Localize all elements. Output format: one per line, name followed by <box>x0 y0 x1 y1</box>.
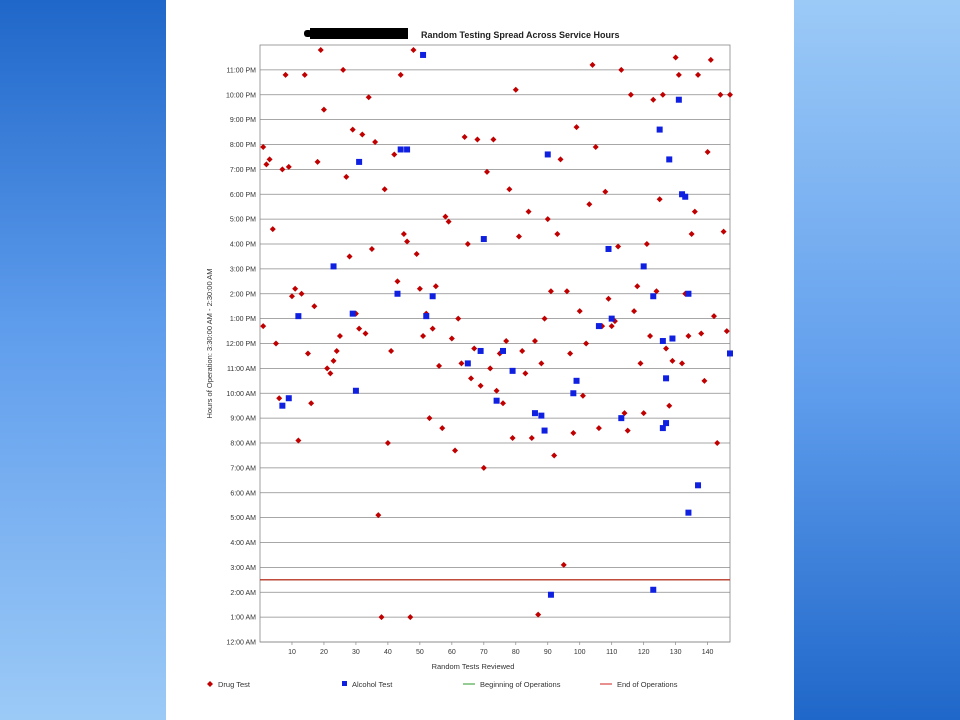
drug-test-point <box>414 251 420 257</box>
drug-test-point <box>302 72 308 78</box>
x-tick-label: 100 <box>573 649 586 656</box>
drug-test-point <box>567 350 573 356</box>
drug-test-point <box>711 313 717 319</box>
y-tick-label: 11:00 AM <box>226 365 256 373</box>
x-tick-label: 10 <box>288 649 296 656</box>
drug-test-point <box>577 308 583 314</box>
drug-test-point <box>631 308 637 314</box>
drug-test-point <box>529 435 535 441</box>
y-tick-label: 1:00 AM <box>230 614 256 622</box>
drug-test-point <box>372 139 378 145</box>
drug-test-point <box>484 169 490 175</box>
drug-test-point <box>471 345 477 351</box>
drug-test-point <box>487 365 493 371</box>
x-tick-label: 40 <box>383 649 392 656</box>
drug-test-point <box>273 341 279 347</box>
drug-test-point <box>366 94 372 100</box>
drug-test-point <box>321 107 327 113</box>
alcohol-test-point <box>574 378 580 384</box>
drug-test-point <box>468 375 474 381</box>
x-tick-label: 20 <box>320 649 328 656</box>
drug-test-point <box>580 393 586 399</box>
drug-test-point <box>327 370 333 376</box>
drug-test-point <box>673 54 679 60</box>
y-tick-label: 4:00 AM <box>230 540 256 547</box>
drug-test-point <box>634 283 640 289</box>
drug-test-point <box>350 127 356 133</box>
drug-test-point <box>586 201 592 207</box>
drug-test-point <box>558 156 564 162</box>
alcohol-test-point <box>356 159 362 165</box>
drug-test-point <box>657 196 663 202</box>
alcohol-test-point <box>685 510 691 516</box>
y-tick-label: 11:00 PM <box>226 67 256 75</box>
drug-test-point <box>474 137 480 143</box>
drug-test-point <box>279 166 285 172</box>
drug-test-point <box>689 231 695 237</box>
drug-test-point <box>378 614 384 620</box>
drug-test-point <box>388 348 394 354</box>
drug-test-point <box>551 452 557 458</box>
x-tick-label: 140 <box>701 649 714 656</box>
drug-test-point <box>676 72 682 78</box>
drug-test-point <box>458 360 464 366</box>
drug-test-point <box>503 338 509 344</box>
drug-test-point <box>695 72 701 78</box>
drug-test-point <box>446 219 452 225</box>
y-axis-label: Hours of Operation: 3:30:00 AM - 2:30:00 AM <box>205 268 214 419</box>
drug-test-point <box>721 229 727 235</box>
x-tick-label: 120 <box>637 649 650 656</box>
alcohol-test-point <box>350 311 356 317</box>
drug-test-point <box>554 231 560 237</box>
alcohol-test-point <box>542 428 548 434</box>
drug-test-point <box>369 246 375 252</box>
drug-test-point <box>644 241 650 247</box>
drug-test-point <box>315 159 321 165</box>
drug-test-point <box>602 189 608 195</box>
slide-background-right <box>794 0 960 720</box>
drug-test-point <box>267 156 273 162</box>
drug-test-point <box>398 72 404 78</box>
drug-test-point <box>705 149 711 155</box>
drug-test-point <box>299 291 305 297</box>
alcohol-test-point <box>663 375 669 381</box>
drug-test-point <box>692 209 698 215</box>
y-tick-label: 5:00 PM <box>229 216 256 224</box>
y-tick-label: 10:00 PM <box>226 92 256 100</box>
drug-test-point <box>701 378 707 384</box>
drug-test-point <box>647 333 653 339</box>
alcohol-test-point <box>478 348 484 354</box>
alcohol-test-point <box>420 52 426 58</box>
drug-test-point <box>363 331 369 337</box>
chart-title: Random Testing Spread Across Service Hours <box>421 30 620 40</box>
drug-test-point <box>513 87 519 93</box>
drug-test-point <box>596 425 602 431</box>
drug-test-point <box>481 465 487 471</box>
drug-test-point <box>570 430 576 436</box>
alcohol-test-point <box>669 336 675 342</box>
drug-test-point <box>564 288 570 294</box>
legend <box>207 680 678 689</box>
y-tick-label: 6:00 AM <box>230 490 256 498</box>
drug-test-point <box>609 323 615 329</box>
drug-test-point <box>331 358 337 364</box>
drug-test-point <box>426 415 432 421</box>
y-tick-label: 4:00 PM <box>229 241 256 249</box>
alcohol-test-point <box>510 368 516 374</box>
drug-test-point <box>430 326 436 332</box>
alcohol-test-point <box>398 146 404 152</box>
x-tick-labels <box>288 642 713 656</box>
drug-test-point <box>439 425 445 431</box>
drug-test-point <box>359 132 365 138</box>
drug-test-point <box>522 370 528 376</box>
drug-test-point <box>548 288 554 294</box>
drug-test-point <box>590 62 596 68</box>
drug-test-point <box>532 338 538 344</box>
drug-test-point <box>465 241 471 247</box>
x-tick-label: 110 <box>606 649 618 656</box>
alcohol-test-point <box>286 395 292 401</box>
y-tick-label: 8:00 AM <box>230 440 256 448</box>
drug-test-point <box>698 331 704 337</box>
drug-test-point <box>308 400 314 406</box>
y-tick-label: 3:00 AM <box>230 564 256 572</box>
drug-test-point <box>394 278 400 284</box>
drug-test-point <box>343 174 349 180</box>
alcohol-test-point <box>641 263 647 269</box>
y-tick-label: 7:00 PM <box>229 166 256 174</box>
drug-test-point <box>490 137 496 143</box>
drug-test-point <box>593 144 599 150</box>
alcohol-test-point <box>650 293 656 299</box>
drug-test-point <box>526 209 532 215</box>
drug-test-point <box>618 67 624 73</box>
drug-test-point <box>606 296 612 302</box>
y-tick-label: 2:00 PM <box>229 291 256 299</box>
x-tick-label: 50 <box>415 649 424 656</box>
drug-test-point <box>637 360 643 366</box>
drug-test-point <box>347 253 353 259</box>
legend-alcohol-marker <box>342 681 347 686</box>
drug-test-point <box>510 435 516 441</box>
alcohol-test-point <box>609 316 615 322</box>
alcohol-test-point <box>331 263 337 269</box>
drug-test-point <box>455 316 461 322</box>
y-tick-label: 2:00 AM <box>230 589 256 597</box>
drug-test-point <box>679 360 685 366</box>
drug-test-point <box>382 186 388 192</box>
drug-test-point <box>334 348 340 354</box>
y-tick-label: 7:00 AM <box>230 465 256 473</box>
drug-test-point <box>401 231 407 237</box>
drug-test-point <box>574 124 580 130</box>
legend-alcohol-label: Alcohol Test <box>352 680 393 689</box>
drug-test-point <box>545 216 551 222</box>
drug-test-point <box>340 67 346 73</box>
drug-test-point <box>641 410 647 416</box>
drug-test-point <box>375 512 381 518</box>
legend-end-label: End of Operations <box>617 680 678 689</box>
x-tick-label: 60 <box>447 649 456 656</box>
alcohol-test-point <box>481 236 487 242</box>
drug-test-point <box>407 614 413 620</box>
alcohol-test-point <box>676 97 682 103</box>
drug-test-point <box>660 92 666 98</box>
drug-test-point <box>286 164 292 170</box>
drug-test-point <box>669 358 675 364</box>
legend-begin-label: Beginning of Operations <box>480 680 561 689</box>
drug-test-point <box>420 333 426 339</box>
y-tick-label: 9:00 PM <box>229 117 256 125</box>
drug-test-point <box>516 234 522 240</box>
y-tick-label: 12:00 PM <box>226 341 256 348</box>
alcohol-test-point <box>500 348 506 354</box>
drug-test-point <box>628 92 634 98</box>
alcohol-test-point <box>660 338 666 344</box>
drug-test-point <box>292 286 298 292</box>
alcohol-test-point <box>394 291 400 297</box>
drug-test-point <box>452 447 458 453</box>
alcohol-test-point <box>618 415 624 421</box>
drug-test-point <box>462 134 468 140</box>
drug-test-point <box>289 293 295 299</box>
drug-test-point <box>449 336 455 342</box>
y-tick-label: 9:00 AM <box>230 415 256 423</box>
x-tick-label: 90 <box>543 649 552 656</box>
drug-test-point <box>717 92 723 98</box>
legend-drug-marker <box>207 681 213 687</box>
drug-test-point <box>442 214 448 220</box>
alcohol-test-point <box>545 151 551 157</box>
alcohol-test-point <box>423 313 429 319</box>
y-tick-labels <box>226 67 256 646</box>
drug-test-point <box>295 438 301 444</box>
drug-test-point <box>433 283 439 289</box>
drug-test-point <box>324 365 330 371</box>
drug-test-point <box>500 400 506 406</box>
drug-test-point <box>260 144 266 150</box>
alcohol-test-point <box>532 410 538 416</box>
alcohol-test-point <box>695 482 701 488</box>
alcohol-test-point <box>682 194 688 200</box>
drug-test-point <box>311 303 317 309</box>
drug-test-point <box>625 428 631 434</box>
drug-test-point <box>385 440 391 446</box>
alcohol-test-point <box>295 313 301 319</box>
alcohol-test-point <box>663 420 669 426</box>
drug-test-point <box>260 323 266 329</box>
drug-test-point <box>615 243 621 249</box>
alcohol-test-point <box>279 403 285 409</box>
x-tick-label: 30 <box>352 649 360 656</box>
drug-test-point <box>519 348 525 354</box>
alcohol-test-point <box>538 413 544 419</box>
drug-test-point <box>283 72 289 78</box>
x-tick-label: 130 <box>669 649 682 656</box>
drug-test-point <box>714 440 720 446</box>
drug-test-point <box>276 395 282 401</box>
alcohol-test-point <box>430 293 436 299</box>
drug-test-point <box>436 363 442 369</box>
drug-test-point <box>263 161 269 167</box>
alcohol-test-point <box>657 127 663 133</box>
alcohol-test-point <box>596 323 602 329</box>
drug-test-point <box>337 333 343 339</box>
alcohol-test-point <box>494 398 500 404</box>
drug-test-point <box>270 226 276 232</box>
drug-test-point <box>417 286 423 292</box>
y-tick-label: 5:00 AM <box>230 515 256 523</box>
grid-lines <box>260 70 730 642</box>
chart-panel <box>200 18 739 695</box>
drug-test-point <box>727 92 733 98</box>
drug-test-point <box>478 383 484 389</box>
drug-test-point <box>583 341 589 347</box>
drug-test-point <box>685 333 691 339</box>
alcohol-test-point <box>666 156 672 162</box>
drug-test-point <box>404 239 410 245</box>
alcohol-test-point <box>353 388 359 394</box>
x-tick-label: 80 <box>511 649 520 656</box>
data-points <box>260 47 733 620</box>
drug-test-point <box>663 345 669 351</box>
y-tick-label: 8:00 PM <box>229 142 256 149</box>
drug-test-point <box>356 326 362 332</box>
drug-test-point <box>535 612 541 618</box>
alcohol-test-point <box>727 350 733 356</box>
y-tick-label: 10:00 AM <box>226 390 256 398</box>
drug-test-point <box>561 562 567 568</box>
alcohol-test-point <box>548 592 554 598</box>
y-tick-label: 3:00 PM <box>229 266 256 274</box>
y-tick-label: 1:00 PM <box>229 316 256 324</box>
alcohol-test-point <box>404 146 410 152</box>
drug-test-point <box>666 403 672 409</box>
x-tick-label: 70 <box>479 649 488 656</box>
alcohol-test-point <box>685 291 691 297</box>
drug-test-point <box>724 328 730 334</box>
drug-test-point <box>305 350 311 356</box>
drug-test-point <box>506 186 512 192</box>
alcohol-test-point <box>650 587 656 593</box>
drug-test-point <box>391 151 397 157</box>
scatter-chart <box>200 18 739 695</box>
drug-test-point <box>318 47 324 53</box>
drug-test-point <box>542 316 548 322</box>
slide-background-left <box>0 0 166 720</box>
drug-test-point <box>650 97 656 103</box>
x-axis-label: Random Tests Reviewed <box>431 662 515 671</box>
drug-test-point <box>410 47 416 53</box>
legend-drug-label: Drug Test <box>218 680 250 689</box>
alcohol-test-point <box>570 390 576 396</box>
drug-test-point <box>494 388 500 394</box>
redaction-mark <box>304 28 408 39</box>
drug-test-point <box>708 57 714 63</box>
y-tick-label: 6:00 PM <box>229 191 256 199</box>
alcohol-test-point <box>606 246 612 252</box>
drug-test-point <box>538 360 544 366</box>
y-tick-label: 12:00 AM <box>226 639 256 647</box>
alcohol-test-point <box>465 360 471 366</box>
